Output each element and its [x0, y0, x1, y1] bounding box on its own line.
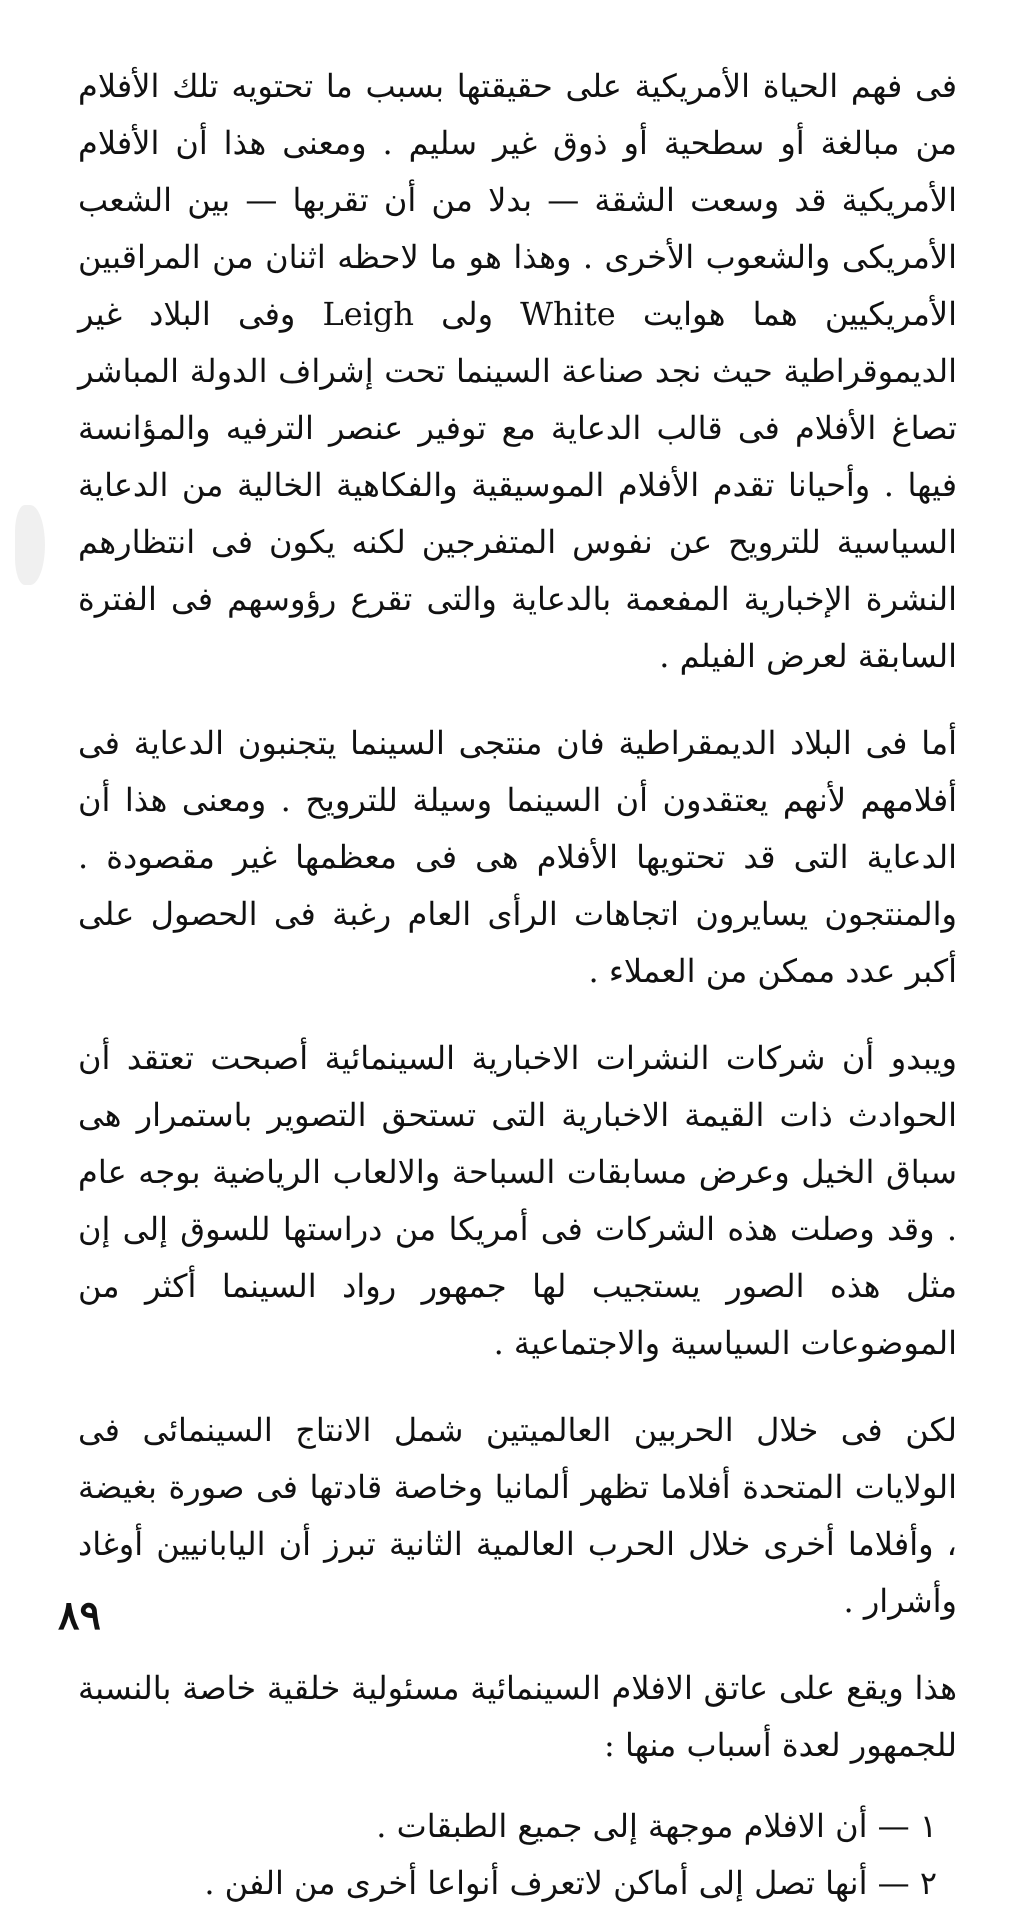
- list-item-1: ١ — أن الافلام موجهة إلى جميع الطبقات .: [376, 1807, 937, 1845]
- page-smudge: [15, 505, 45, 585]
- paragraph-5: هذا ويقع على عاتق الافلام السينمائية مسئولية خلقية خاصة بالنسبة للجمهور لعدة أسباب منها :: [78, 1669, 958, 1764]
- page-number: ٨٩: [58, 1592, 101, 1639]
- paragraph-4: لكن فى خلال الحربين العالميتين شمل الانتاج السينمائى فى الولايات المتحدة أفلاما تظهر ألمانيا وخاصة قادتها فى صورة بغيضة ، وأفلاما أخرى خلال الحرب العالمية الثانية تبرز أن اليابانيين أوغاد وأشرار .: [78, 1411, 957, 1620]
- page-body-text: [78, 58, 957, 1912]
- list-item-2: ٢ — أنها تصل إلى أماكن لاتعرف أنواعا أخرى من الفن .: [204, 1864, 937, 1902]
- paragraph-1: فى فهم الحياة الأمريكية على حقيقتها بسبب ما تحتويه تلك الأفلام من مبالغة أو سطحية أو ذوق غير سليم . ومعنى هذا أن الأفلام الأمريكية قد وسعت الشقة — بدلا من أن تقربها — بين الشعب الأمريكى والشعوب الأخرى . وهذا هو ما لاحظه اثنان من المراقبين الأمريكيين هما هوايت White ولى Leigh وفى البلاد غير الديموقراطية حيث نجد صناعة السينما تحت إشراف الدولة المباشر تصاغ الأفلام فى قالب الدعاية مع توفير عنصر الترفيه والمؤانسة فيها . وأحيانا تقدم الأفلام الموسيقية والفكاهية الخالية من الدعاية السياسية للترويح عن نفوس المتفرجين لكنه يكون فى انتظارهم النشرة الإخبارية المفعمة بالدعاية والتى تقرع رؤوسهم فى الفترة السابقة لعرض الفيلم .: [78, 67, 958, 675]
- paragraph-2: أما فى البلاد الديمقراطية فان منتجى السينما يتجنبون الدعاية فى أفلامهم لأنهم يعتقدون أن السينما وسيلة للترويح . ومعنى هذا أن الدعاية التى قد تحتويها الأفلام هى فى معظمها غير مقصودة . والمنتجون يسايرون اتجاهات الرأى العام رغبة فى الحصول على أكبر عدد ممكن من العملاء .: [78, 724, 958, 990]
- paragraph-3: ويبدو أن شركات النشرات الاخبارية السينمائية أصبحت تعتقد أن الحوادث ذات القيمة الاخبارية التى تستحق التصوير باستمرار هى سباق الخيل وعرض مسابقات السباحة والالعاب الرياضية بوجه عام . وقد وصلت هذه الشركات فى أمريكا من دراستها للسوق إلى إن مثل هذه الصور يستجيب لها جمهور رواد السينما أكثر من الموضوعات السياسية والاجتماعية .: [78, 1039, 957, 1362]
